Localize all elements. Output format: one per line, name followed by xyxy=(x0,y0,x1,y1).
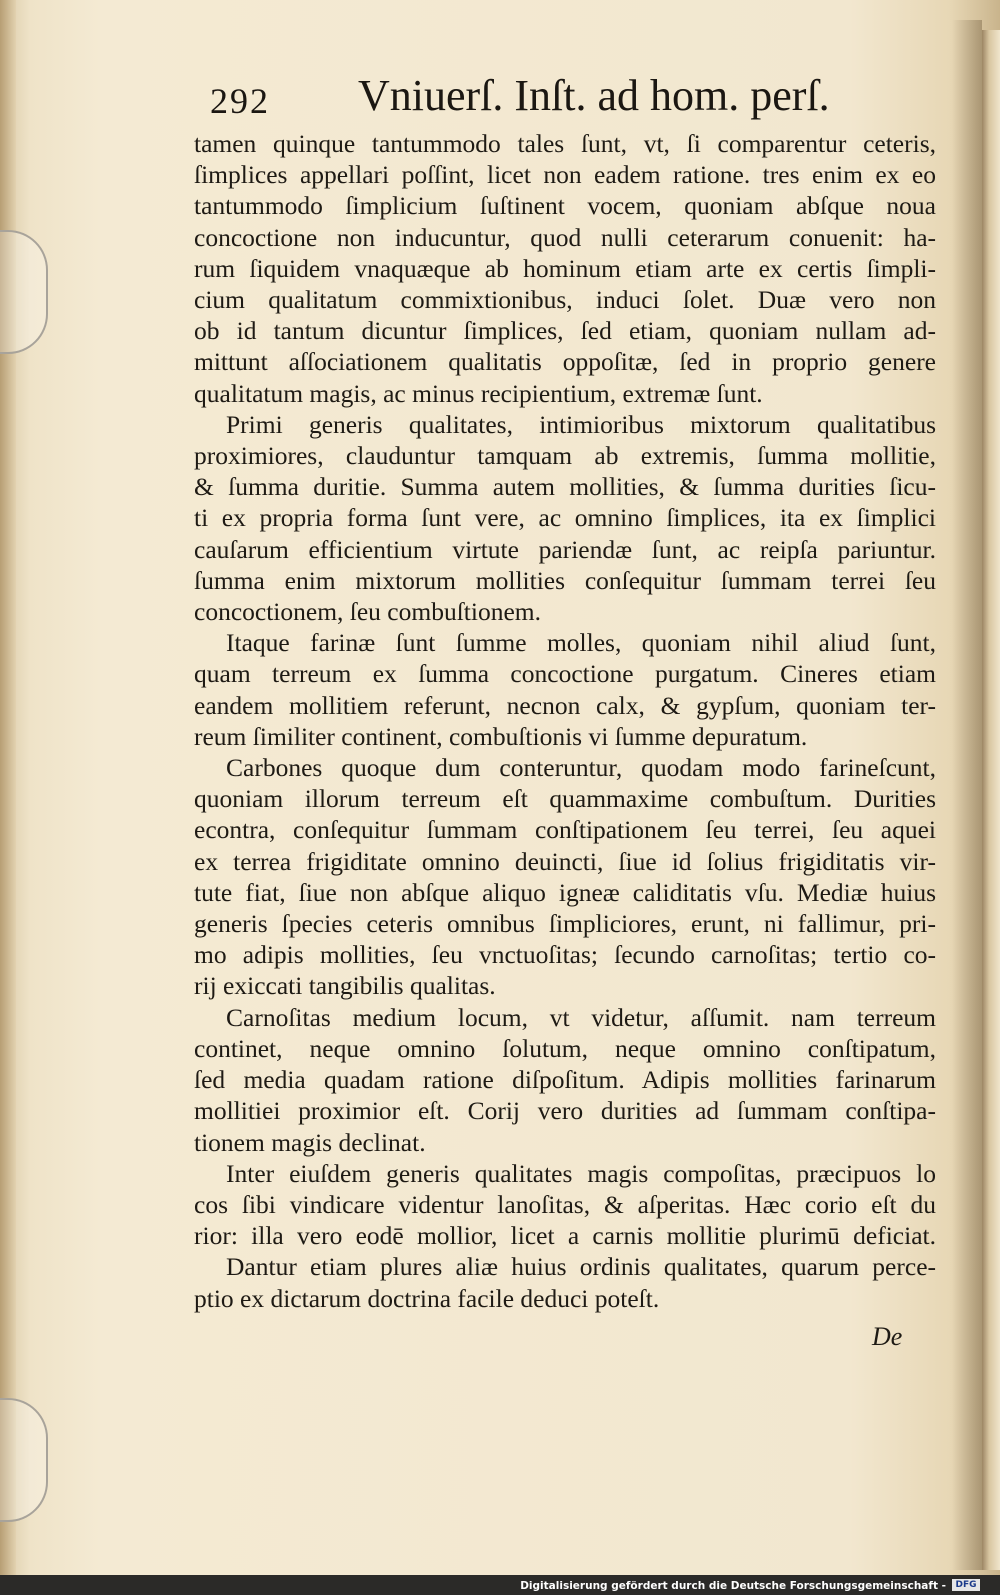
text-line: Carbones quoque dum conteruntur, quodam modo farineſcunt, xyxy=(226,753,936,783)
text-line: Dantur etiam plures aliæ huius ordinis qualitates, quarum perce- xyxy=(226,1252,936,1282)
text-line: qualitatum magis, ac minus recipientium, extremæ ſunt. xyxy=(194,378,763,408)
text-line: cium qualitatum commixtionibus, induci ſolet. Duæ vero non xyxy=(194,285,936,315)
text-line: cauſarum efficientium virtute pariendæ ſunt, ac reipſa pariuntur. xyxy=(194,534,936,564)
dfg-logo: DFG xyxy=(952,1579,980,1591)
text-line: reum ſimiliter continent, combuſtionis vi ſumme depuratum. xyxy=(194,721,808,751)
text-line: Carnoſitas medium locum, vt videtur, aſſumit. nam terreum xyxy=(226,1002,936,1032)
text-line: tute fiat, ſiue non abſque aliquo igneæ caliditatis vſu. Mediæ huius xyxy=(194,877,936,907)
text-line: quam terreum ex ſumma concoctione purgatum. Cineres etiam xyxy=(194,659,936,689)
text-line: tantummodo ſimplicium ſuſtinent vocem, quoniam abſque noua xyxy=(194,191,936,221)
text-line: tamen quinque tantummodo tales ſunt, vt, ſi comparentur ceteris, xyxy=(194,129,936,158)
facing-page-edge xyxy=(982,30,1000,1570)
text-line: rum ſiquidem vnaquæque ab hominum etiam arte ex certis ſimpli- xyxy=(194,253,936,283)
text-line: mollitiei proximior eſt. Corij vero durities ad ſummam conſtipa- xyxy=(194,1096,936,1126)
text-line: concoctione non inducuntur, quod nulli ceterarum conuenit: ha- xyxy=(194,222,936,252)
text-line: mo adipis mollities, ſeu vnctuoſitas; ſecundo carnoſitas; tertio co- xyxy=(194,940,936,970)
text-line: proximiores, clauduntur tamquam ab extremis, ſumma mollitie, xyxy=(194,441,936,471)
text-line: Primi generis qualitates, intimioribus mixtorum qualitatibus xyxy=(226,409,936,439)
page-number: 292 xyxy=(210,81,270,121)
text-line: econtra, conſequitur ſummam conſtipationem ſeu terrei, ſeu aquei xyxy=(194,815,936,845)
text-line: cos ſibi vindicare videntur lanoſitas, & aſperitas. Hæc corio eſt du xyxy=(194,1189,936,1219)
text-line: eandem mollitiem referunt, necnon calx, & gypſum, quoniam ter- xyxy=(194,690,936,720)
text-line: ob id tantum dicuntur ſimplices, ſed etiam, quoniam nullam ad- xyxy=(194,316,936,346)
text-line: tionem magis declinat. xyxy=(194,1127,426,1157)
footer-bar xyxy=(0,1575,1000,1595)
text-line: & ſumma duritie. Summa autem mollities, & ſumma durities ſicu- xyxy=(194,472,936,502)
page-tab-mark xyxy=(0,1398,48,1522)
text-line: concoctionem, ſeu combuſtionem. xyxy=(194,597,541,627)
text-line: continet, neque omnino ſolutum, neque omnino conſtipatum, xyxy=(194,1033,936,1063)
text-line: ex terrea frigiditate omnino deuincti, ſiue id ſolius frigiditatis vir- xyxy=(194,846,936,876)
text-line: rij exiccati tangibilis qualitas. xyxy=(194,971,496,1001)
text-line: mittunt aſſociationem qualitatis oppoſitæ, ſed in proprio genere xyxy=(194,347,936,377)
text-line: ptio ex dictarum doctrina facile deduci poteſt. xyxy=(194,1283,660,1313)
text-line: generis ſpecies ceteris omnibus ſimpliciores, erunt, ni fallimur, pri- xyxy=(194,909,936,939)
footer-credit: Digitalisierung gefördert durch die Deutsche Forschungsgemeinschaft - xyxy=(520,1580,946,1592)
text-line: rior: illa vero eodē mollior, licet a carnis mollitie plurimū deficiat. xyxy=(194,1221,936,1251)
text-line: Itaque farinæ ſunt ſumme molles, quoniam nihil aliud ſunt, xyxy=(226,628,936,658)
body-text xyxy=(194,128,936,1314)
catchword: De xyxy=(872,1322,903,1351)
text-line: ſumma enim mixtorum mollities conſequitur ſummam terrei ſeu xyxy=(194,565,936,595)
text-line: Inter eiuſdem generis qualitates magis compoſitas, præcipuos lo xyxy=(226,1158,936,1188)
text-line: quoniam illorum terreum eſt quammaxime combuſtum. Durities xyxy=(194,784,936,814)
gutter-shadow xyxy=(952,20,982,1570)
text-line: ſimplices appellari poſſint, licet non eadem ratione. tres enim ex eo xyxy=(194,160,936,190)
page-tab-mark xyxy=(0,230,48,354)
page-header xyxy=(210,66,850,126)
running-title: Vniuerſ. Inſt. ad hom. perſ. xyxy=(358,71,830,120)
text-line: ti ex propria forma ſunt vere, ac omnino ſimplices, ita ex ſimplici xyxy=(194,503,936,533)
text-line: ſed media quadam ratione diſpoſitum. Adipis mollities farinarum xyxy=(194,1065,936,1095)
